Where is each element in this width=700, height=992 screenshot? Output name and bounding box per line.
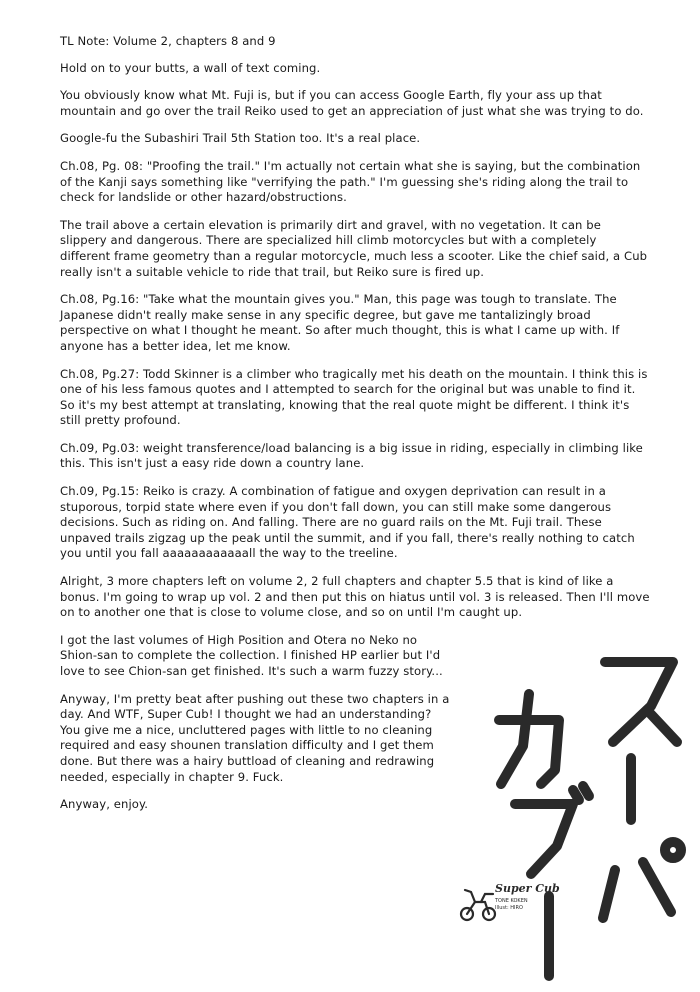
super-cub-logo	[455, 868, 560, 948]
note-paragraph: Ch.08, Pg.16: "Take what the mountain gives you." Man, this page was tough to translate. The Japanese didn't really make sense in any specific degree, but gave me tantalizingly broad perspective on what I thought he meant. So after much thought, this is what I came up with. If anyone has a better idea, let me know.	[60, 292, 620, 353]
note-paragraph: Hold on to your butts, a wall of text coming.	[60, 60, 321, 75]
note-paragraph: Ch.09, Pg.15: Reiko is crazy. A combination of fatigue and oxygen deprivation can result in a stuporous, torpid state where even if you don't fall down, you can still make some dangerous decisions. Such as riding on. And falling. There are no guard rails on the Mt. Fuji trail. These unpaved trails zigzag up the peak until the summit, and if you fall, there's really nothing to catch you until you fall aaaaaaaaaaaall the way to the treeline.	[60, 484, 635, 561]
logo-credit-illustrator: Illust: HIRO	[495, 905, 523, 911]
note-paragraph: Anyway, enjoy.	[60, 797, 149, 812]
note-paragraph: Anyway, I'm pretty beat after pushing out these two chapters in a day. And WTF, Super Cub! I thought we had an understanding? You give me a nice, uncluttered pages with little to no cleaning required and easy shounen translation difficulty and I get them done. But there was a hairy buttload of cleaning and redrawing needed, especially in chapter 9. Fuck.	[60, 691, 450, 784]
note-paragraph: The trail above a certain elevation is primarily dirt and gravel, with no vegetation. It can be slippery and dangerous. There are specialized hill climb motorcycles but with a completely different frame geometry than a regular motorcycle, much less a scooter. Like the chief said, a Cub really isn't a suitable vehicle to ride that trail, but Reiko sure is fired up.	[60, 217, 648, 279]
logo-text: Super Cub	[495, 882, 560, 895]
logo-credit-author: TONE KOKEN	[495, 898, 528, 904]
note-paragraph: Ch.08, Pg. 08: "Proofing the trail." I'm actually not certain what she is saying, but the combination of the Kanji says something like "verrifying the path." I'm guessing she's riding along the trail to check for landslide or other hazard/obstructions.	[60, 158, 641, 205]
note-paragraph: Ch.08, Pg.27: Todd Skinner is a climber who tragically met his death on the mountain. I think this is one of his less famous quotes and I attempted to search for the original but was unable to find it. So it's my best attempt at translating, knowing that the real quote might be different. I think it's still pretty profound.	[60, 366, 648, 428]
note-paragraph: Google-fu the Subashiri Trail 5th Station too. It's a real place.	[60, 131, 421, 146]
note-title: TL Note: Volume 2, chapters 8 and 9	[60, 34, 276, 48]
note-paragraph: Alright, 3 more chapters left on volume 2, 2 full chapters and chapter 5.5 that is kind of like a bonus. I'm going to wrap up vol. 2 and then put this on hiatus until vol. 3 is released. Then I'll move on to another one that is close to volume close, and so on until I'm caught up.	[60, 574, 650, 620]
note-paragraph: Ch.09, Pg.03: weight transference/load balancing is a big issue in riding, especially in climbing like this. This isn't just a easy ride down a country lane.	[60, 440, 643, 471]
note-paragraph: You obviously know what Mt. Fuji is, but if you can access Google Earth, fly your ass up that mountain and go over the trail Reiko used to get an appreciation of just what she was trying to do.	[60, 88, 644, 118]
note-paragraph: I got the last volumes of High Position and Otera no Neko no Shion-san to complete the collection. I finished HP earlier but I'd love to see Chion-san get finished. It's such a warm fuzzy story...	[60, 632, 443, 678]
